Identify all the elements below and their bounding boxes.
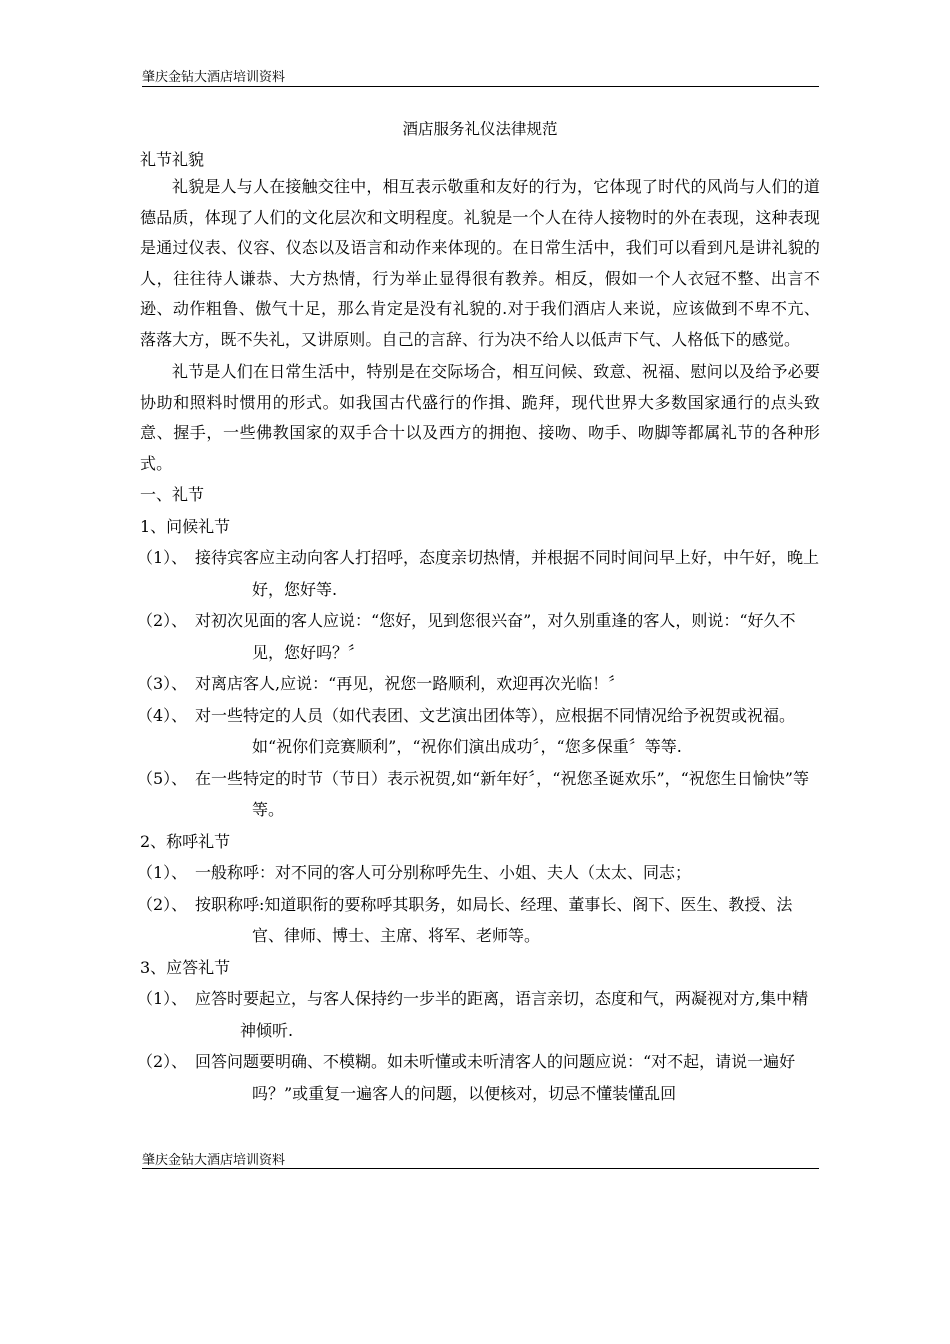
subsection-heading-response: 3、应答礼节 bbox=[140, 957, 231, 977]
item-text: 按职称呼:知道职衔的要称呼其职务，如局长、经理、董事长、阁下、医生、教授、法官、律师、博士、主席、将军、老师等。 bbox=[195, 894, 793, 945]
item-text: 一般称呼：对不同的客人可分别称呼先生、小姐、夫人（太太、同志； bbox=[195, 863, 692, 882]
list-item bbox=[137, 605, 820, 668]
item-number: （1）、 bbox=[137, 548, 188, 567]
item-number: （5）、 bbox=[137, 768, 188, 788]
item-number: （2）、 bbox=[137, 611, 188, 630]
section-title: 礼节礼貌 bbox=[140, 150, 205, 169]
list-item bbox=[137, 983, 820, 1046]
item-text: 对离店客人,应说：“再见，祝您一路顺利，欢迎再次光临！〞 bbox=[195, 674, 625, 693]
subsection-heading-greeting: 1、问候礼节 bbox=[140, 516, 231, 536]
footer-rule bbox=[142, 1168, 819, 1169]
list-item bbox=[137, 1046, 820, 1109]
item-number: （3）、 bbox=[137, 674, 188, 693]
page-header-text: 肇庆金钻大酒店培训资料 bbox=[142, 70, 286, 85]
list-item bbox=[137, 763, 820, 826]
list-item bbox=[137, 889, 820, 952]
document-title: 酒店服务礼仪法律规范 bbox=[402, 120, 558, 138]
item-text: 对初次见面的客人应说：“您好，见到您很兴奋”，对久别重逢的客人，则说：“好久不见，您好吗？〞 bbox=[195, 611, 796, 662]
item-text: 应答时要起立，与客人保持约一步半的距离，语言亲切，态度和气，两凝视对方,集中精神倾听. bbox=[195, 989, 809, 1040]
item-number: （2）、 bbox=[137, 894, 188, 914]
item-text: 接待宾客应主动向客人打招呼，态度亲切热情，并根据不同时间问早上好，中午好，晚上好，您好等. bbox=[195, 548, 820, 599]
item-text: 回答问题要明确、不模糊。如未听懂或未听清客人的问题应说：“对不起，请说一遍好吗？”或重复一遍客人的问题，以便核对，切忌不懂装懂乱回 bbox=[195, 1052, 796, 1103]
item-number: （4）、 bbox=[137, 705, 188, 725]
item-number: （2）、 bbox=[137, 1052, 188, 1071]
subsection-heading-address: 2、称呼礼节 bbox=[140, 831, 231, 851]
header-rule bbox=[142, 86, 819, 87]
part-heading: 一、礼节 bbox=[140, 485, 205, 504]
page-content bbox=[137, 117, 820, 1109]
item-number: （1）、 bbox=[137, 863, 188, 882]
paragraph-courtesy: 礼貌是人与人在接触交往中，相互表示敬重和友好的行为，它体现了时代的风尚与人们的道德品质，体现了人们的文化层次和文明程度。礼貌是一个人在待人接物时的外在表现，这种表现是通过仪表、仪容、仪态以及语言和动作来体现的。在日常生活中，我们可以看到凡是讲礼貌的人，往往待人谦恭、大方热情，行为举止显得很有教养。相反，假如一个人衣冠不整、出言不逊、动作粗鲁、傲气十足，那么肯定是没有礼貌的.对于我们酒店人来说，应该做到不卑不亢、落落大方，既不失礼，又讲原则。自己的言辞、行为决不给人以低声下气、人格低下的感觉。 bbox=[140, 177, 820, 349]
list-item bbox=[137, 668, 820, 700]
item-text: 对一些特定的人员（如代表团、文艺演出团体等），应根据不同情况给予祝贺或祝福。如“祝你们竞赛顺利”，“祝你们演出成功〞，“您多保重〞等等. bbox=[195, 705, 796, 756]
item-text: 在一些特定的时节（节日）表示祝贺,如“新年好〞，“祝您圣诞欢乐”，“祝您生日愉快”等等。 bbox=[195, 768, 809, 819]
paragraph-etiquette: 礼节是人们在日常生活中，特别是在交际场合，相互问候、致意、祝福、慰问以及给予必要协助和照料时惯用的形式。如我国古代盛行的作揖、跪拜，现代世界大多数国家通行的点头致意、握手，一些佛教国家的双手合十以及西方的拥抱、接吻、吻手、吻脚等都属礼节的各种形式。 bbox=[140, 362, 820, 473]
list-item bbox=[137, 542, 820, 605]
item-number: （1）、 bbox=[137, 989, 188, 1008]
page-footer-text: 肇庆金钻大酒店培训资料 bbox=[142, 1153, 286, 1168]
list-item bbox=[137, 857, 820, 889]
list-item bbox=[137, 700, 820, 763]
